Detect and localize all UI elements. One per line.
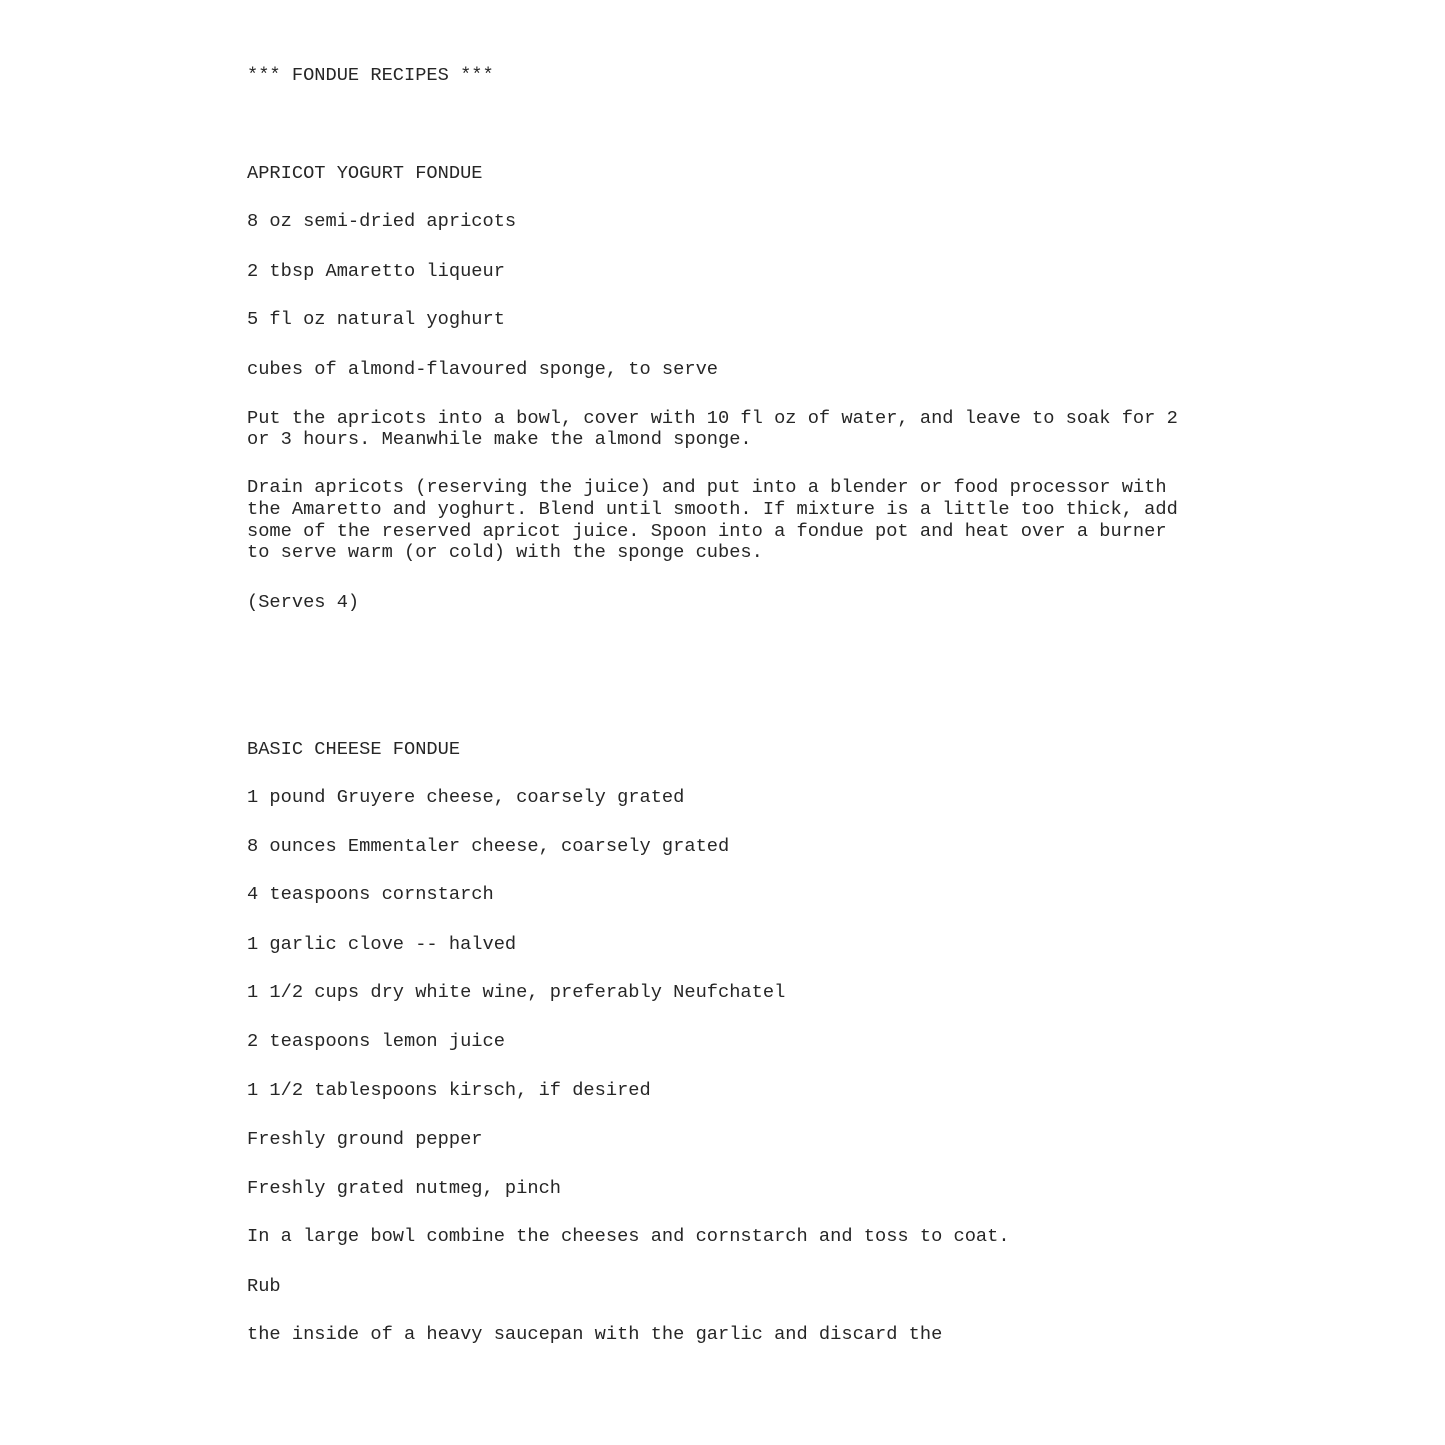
ingredient-line: 8 ounces Emmentaler cheese, coarsely grated [247,835,730,857]
ingredient-line: 8 oz semi-dried apricots [247,210,517,232]
method-line: to serve warm (or cold) with the sponge cubes. [247,541,763,563]
method-line: Drain apricots (reserving the juice) and put into a blender or food processor with [247,476,1167,498]
ingredient-line: 1 1/2 tablespoons kirsch, if desired [247,1079,651,1101]
method-line: In a large bowl combine the cheeses and cornstarch and toss to coat. [247,1225,1010,1247]
ingredient-line: cubes of almond-flavoured sponge, to serve [247,358,719,380]
method-line: Put the apricots into a bowl, cover with 10 fl oz of water, and leave to soak for 2 [247,407,1178,429]
ingredient-line: Freshly ground pepper [247,1128,483,1150]
ingredient-line: 2 teaspoons lemon juice [247,1030,505,1052]
recipe-title: APRICOT YOGURT FONDUE [247,162,483,184]
method-line: the Amaretto and yoghurt. Blend until smooth. If mixture is a little too thick, add [247,498,1178,520]
ingredient-line: 5 fl oz natural yoghurt [247,308,505,330]
ingredient-line: 2 tbsp Amaretto liqueur [247,260,505,282]
ingredient-line: 4 teaspoons cornstarch [247,883,494,905]
method-line: the inside of a heavy saucepan with the garlic and discard the [247,1323,943,1345]
ingredient-line: 1 garlic clove -- halved [247,933,517,955]
method-line: some of the reserved apricot juice. Spoon into a fondue pot and heat over a burner [247,520,1167,542]
ingredient-line: 1 pound Gruyere cheese, coarsely grated [247,786,685,808]
method-line: or 3 hours. Meanwhile make the almond sponge. [247,428,752,450]
method-line: Rub [247,1275,281,1297]
recipe-title: BASIC CHEESE FONDUE [247,738,461,760]
serves-note: (Serves 4) [247,591,360,613]
ingredient-line: Freshly grated nutmeg, pinch [247,1177,562,1199]
document-header: *** FONDUE RECIPES *** [247,64,494,86]
ingredient-line: 1 1/2 cups dry white wine, preferably Neufchatel [247,981,786,1003]
